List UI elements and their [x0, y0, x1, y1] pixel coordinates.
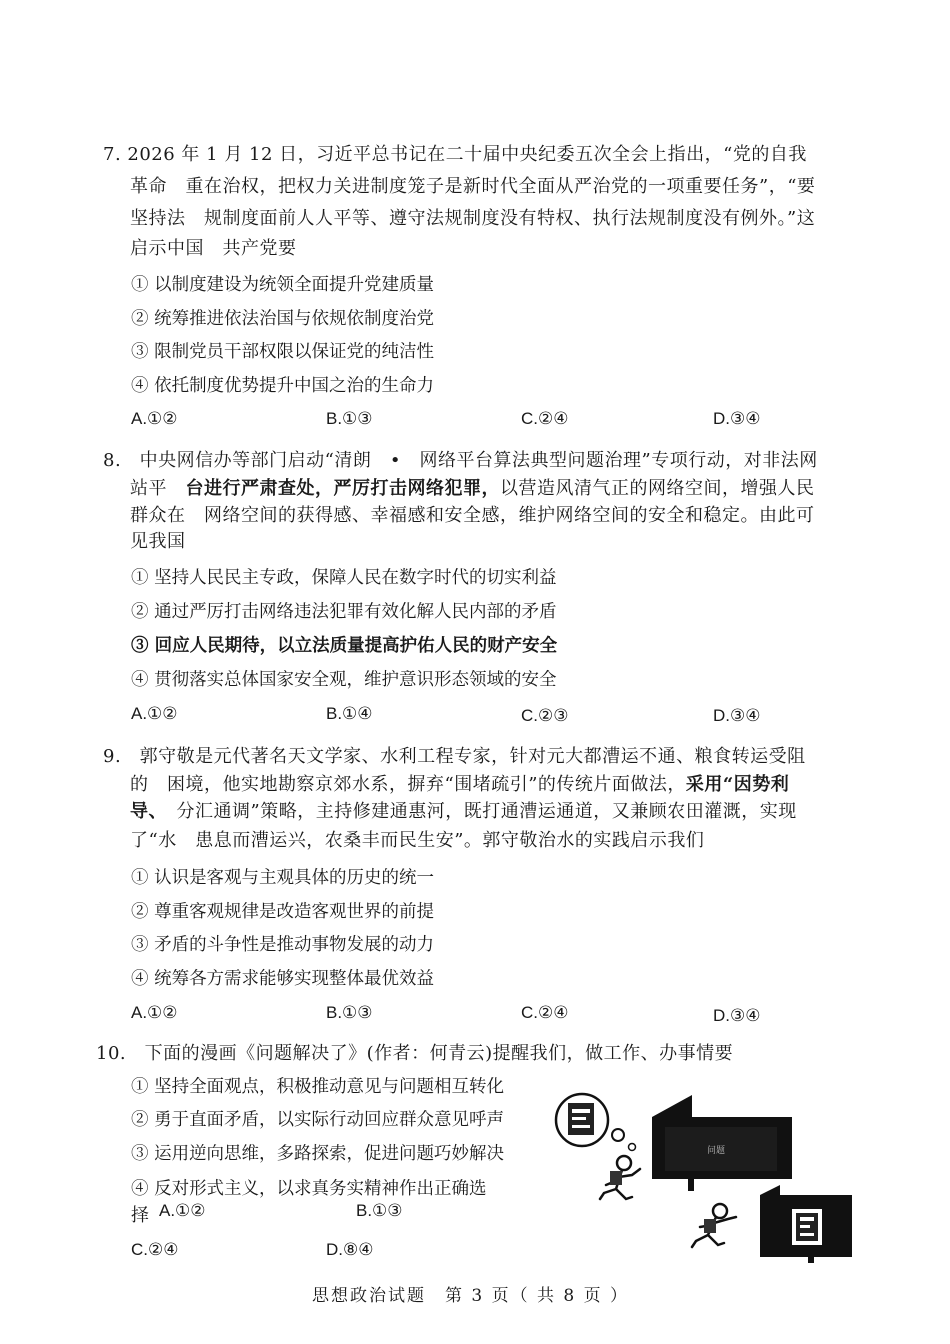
q9-choice-c: C.②④: [521, 1003, 569, 1022]
q10-choice-c: C.②④: [131, 1240, 179, 1259]
q8-stem-line-2: [130, 474, 815, 500]
q9-choice-d: D.③④: [713, 1006, 761, 1025]
q10-choice-d: D.⑧④: [326, 1240, 374, 1259]
q7-option-2: ② 统筹推进依法治国与依规依制度治党: [131, 309, 435, 329]
q9-choice-a: A.①②: [131, 1003, 178, 1022]
q8-stem-line-3: 群众在 网络空间的获得感、幸福感和安全感，维护网络空间的安全和稳定。由此可: [130, 505, 815, 526]
document-board: [760, 1185, 852, 1263]
cartoon-svg: [552, 1085, 852, 1265]
q7-option-4: ④ 依托制度优势提升中国之治的生命力: [131, 376, 435, 396]
problem-board: [652, 1095, 792, 1191]
q8-option-1: ① 坚持人民民主专政，保障人民在数字时代的切实利益: [131, 568, 557, 588]
q9-option-3: ③ 矛盾的斗争性是推动事物发展的动力: [131, 935, 435, 955]
q10-option-4-tail: 择: [131, 1205, 150, 1226]
q7-choice-c: C.②④: [521, 409, 569, 428]
q9-stem-line-3-part-b: 分汇通调”策略，主持修建通惠河，既打通漕运通道，又兼顾农田灌溉，实现: [176, 801, 797, 822]
q8-choice-d: D.③④: [713, 706, 761, 725]
q7-choice-b: B.①③: [326, 409, 373, 428]
q8-choice-c: C.②③: [521, 706, 569, 725]
q8-stem-line-2-bold: 台进行严肃查处，严厉打击网络犯罪，: [185, 478, 500, 499]
q8-stem-line-1: 8. 中央网信办等部门启动“清朗 • 网络平台算法典型问题治理”专项行动，对非法网: [103, 450, 818, 471]
q9-stem-line-2-bold: 采用“因势利: [685, 774, 790, 795]
q9-stem-line-4: 了“水 患息而漕运兴，农桑丰而民生安”。郭守敬治水的实践启示我们: [130, 830, 705, 851]
running-figure-2: [692, 1204, 736, 1247]
q8-choice-a: A.①②: [131, 704, 178, 723]
q7-choice-d: D.③④: [713, 409, 761, 428]
q10-choice-a: A.①②: [159, 1201, 206, 1220]
q10-option-3: ③ 运用逆向思维，多路探索，促进问题巧妙解决: [131, 1144, 505, 1164]
q9-stem-line-3: [130, 797, 797, 823]
page-footer: 思想政治试题 第 3 页（ 共 8 页 ）: [312, 1286, 630, 1306]
q8-option-3: ③ 回应人民期待，以立法质量提高护佑人民的财产安全: [131, 636, 558, 656]
q8-choice-b: B.①④: [326, 704, 373, 723]
q8-option-4: ④ 贯彻落实总体国家安全观，维护意识形态领域的安全: [131, 670, 557, 690]
q10-option-1: ① 坚持全面观点，积极推动意见与问题相互转化: [131, 1077, 505, 1097]
q7-stem-line-2: 革命 重在治权，把权力关进制度笼子是新时代全面从严治党的一项重要任务”，“要: [130, 176, 816, 197]
q8-stem-line-2-part-c: 以营造风清气正的网络空间，增强人民: [500, 478, 815, 499]
q7-choice-a: A.①②: [131, 409, 178, 428]
q9-stem-line-3-bold: 导、: [130, 801, 177, 822]
q10-option-2: ② 勇于直面矛盾，以实际行动回应群众意见呼声: [131, 1110, 505, 1130]
q7-option-3: ③ 限制党员干部权限以保证党的纯洁性: [131, 342, 435, 362]
running-figure-1: [600, 1156, 640, 1199]
q8-option-2: ② 通过严厉打击网络违法犯罪有效化解人民内部的矛盾: [131, 602, 557, 622]
q10-choice-b: B.①③: [356, 1201, 403, 1220]
q7-stem-line-3: 坚持法 规制度面前人人平等、遵守法规制度没有特权、执行法规制度没有例外。”这: [130, 208, 816, 229]
cartoon-illustration: [552, 1085, 852, 1265]
q10-stem: 10. 下面的漫画《问题解决了》(作者：何青云)提醒我们，做工作、办事情要: [96, 1043, 734, 1064]
q7-stem-line-4: 启示中国 共产党要: [130, 238, 297, 259]
board-label: 问题: [707, 1146, 726, 1156]
q9-stem-line-1: 9. 郭守敬是元代著名天文学家、水利工程专家，针对元大都漕运不通、粮食转运受阻: [103, 746, 806, 767]
q9-stem-line-2: [130, 770, 789, 796]
q7-stem-line-1: 7. 2026 年 1 月 12 日，习近平总书记在二十届中央纪委五次全会上指出，“党的自我: [103, 144, 807, 165]
q10-option-4: ④ 反对形式主义，以求真务实精神作出正确选: [131, 1179, 487, 1199]
q8-stem-line-4: 见我国: [130, 531, 186, 552]
q9-option-2: ② 尊重客观规律是改造客观世界的前提: [131, 902, 435, 922]
q9-option-4: ④ 统筹各方需求能够实现整体最优效益: [131, 969, 435, 989]
q9-option-1: ① 认识是客观与主观具体的历史的统一: [131, 868, 435, 888]
q7-option-1: ① 以制度建设为统领全面提升党建质量: [131, 275, 435, 295]
q8-stem-line-2-part-a: 站平: [130, 478, 186, 499]
q9-stem-line-2-part-a: 的 困境，他实地勘察京郊水系，摒弃“围堵疏引”的传统片面做法，: [130, 774, 686, 795]
thought-bubble: [556, 1094, 636, 1151]
q9-choice-b: B.①③: [326, 1003, 373, 1022]
